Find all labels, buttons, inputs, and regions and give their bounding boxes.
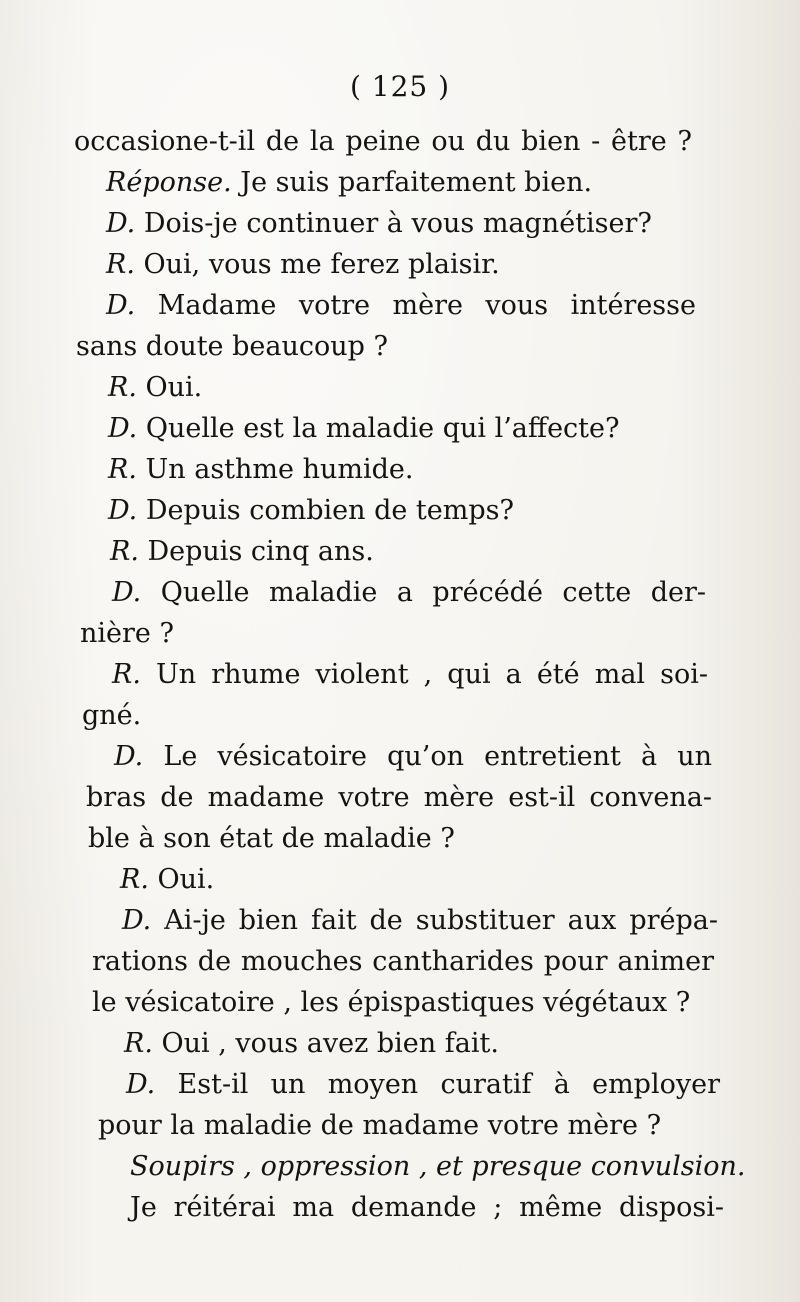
text-line xyxy=(98,1106,668,1146)
speaker-label: D. xyxy=(106,208,136,239)
text-line xyxy=(110,532,374,572)
speaker-label: R. xyxy=(112,659,141,690)
text-line xyxy=(120,860,240,900)
text-line xyxy=(108,409,624,449)
line-text: Madame votre mère vous intéresse xyxy=(135,290,696,321)
text-line xyxy=(92,942,714,982)
text-line xyxy=(126,1065,720,1105)
line-text: bras de madame votre mère est-il convena- xyxy=(86,782,712,813)
speaker-label: R. xyxy=(108,372,137,403)
line-text: pour la maladie de madame votre mère ? xyxy=(98,1110,662,1141)
line-text: Je suis parfaitement bien. xyxy=(231,167,593,198)
text-line xyxy=(106,163,604,203)
line-text: Le vésicatoire qu’on entretient à un xyxy=(143,741,712,772)
page-number: ( 125 ) xyxy=(349,70,451,103)
text-line xyxy=(108,491,544,531)
speaker-label: D. xyxy=(108,413,138,444)
line-text: Quelle est la maladie qui l’affecte? xyxy=(137,413,620,444)
line-text: Depuis cinq ans. xyxy=(138,536,374,567)
text-line-italic xyxy=(130,1147,746,1187)
text-line xyxy=(114,737,712,777)
text-line xyxy=(106,286,696,326)
line-text: Un asthme humide. xyxy=(136,454,414,485)
text-line xyxy=(112,655,708,695)
text-line xyxy=(130,1188,724,1228)
line-text: Oui. xyxy=(136,372,203,403)
text-line xyxy=(108,450,418,490)
text-line xyxy=(82,696,162,736)
text-line xyxy=(88,819,458,859)
line-text: Est-il un moyen curatif à employer xyxy=(155,1069,720,1100)
text-line xyxy=(112,573,706,613)
line-text: occasione-t-il de la peine ou du bien - être ? xyxy=(74,126,692,157)
speaker-label: R. xyxy=(124,1028,153,1059)
speaker-label: D. xyxy=(108,495,138,526)
line-text: Depuis combien de temps? xyxy=(137,495,514,526)
speaker-label: R. xyxy=(106,249,135,280)
speaker-label: D. xyxy=(122,905,152,936)
line-text: Quelle maladie a précédé cette der- xyxy=(141,577,706,608)
speaker-label: D. xyxy=(114,741,144,772)
text-line xyxy=(124,1024,524,1064)
text-line xyxy=(108,368,228,408)
text-line xyxy=(106,204,666,244)
line-text: le vésicatoire , les épispastiques végétaux ? xyxy=(92,987,691,1018)
speaker-label: R. xyxy=(110,536,139,567)
text-line xyxy=(74,122,692,162)
line-text: Soupirs , oppression , et presque convulsion. xyxy=(130,1151,746,1182)
line-text: Dois-je continuer à vous magnétiser? xyxy=(135,208,652,239)
text-line xyxy=(86,778,712,818)
text-line xyxy=(76,327,386,367)
speaker-label: D. xyxy=(126,1069,156,1100)
line-text: sans doute beaucoup ? xyxy=(76,331,388,362)
speaker-label: R. xyxy=(120,864,149,895)
text-line xyxy=(92,983,690,1023)
line-text: Oui , vous avez bien fait. xyxy=(152,1028,499,1059)
speaker-label: D. xyxy=(106,290,136,321)
line-text: ble à son état de maladie ? xyxy=(88,823,455,854)
line-text: gné. xyxy=(82,700,142,731)
speaker-label: D. xyxy=(112,577,142,608)
line-text: Je réitérai ma demande ; même disposi- xyxy=(130,1192,724,1223)
line-text: Oui. xyxy=(148,864,215,895)
text-line xyxy=(106,245,526,285)
text-line xyxy=(122,901,718,941)
line-text: Ai-je bien fait de substituer aux prépa- xyxy=(151,905,718,936)
text-line xyxy=(80,614,180,654)
line-text: rations de mouches cantharides pour animer xyxy=(92,946,714,977)
line-text: Oui, vous me ferez plaisir. xyxy=(134,249,500,280)
line-text: nière ? xyxy=(80,618,174,649)
speaker-label: Réponse. xyxy=(106,167,232,198)
line-text: Un rhume violent , qui a été mal soi- xyxy=(140,659,708,690)
speaker-label: R. xyxy=(108,454,137,485)
